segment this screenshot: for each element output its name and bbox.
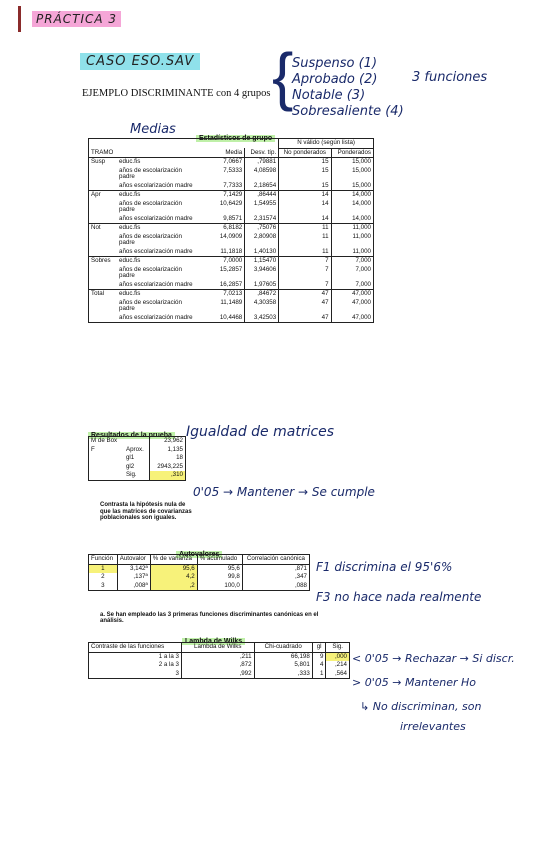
- value-cell: 14,000: [331, 200, 373, 215]
- value-cell: [201, 290, 215, 299]
- value-cell: 14,000: [331, 191, 373, 200]
- value-cell: 10,4468: [219, 313, 243, 321]
- wilks-cell: 1: [312, 670, 326, 679]
- variable-cell: años escolarización madre: [119, 313, 193, 321]
- variable-cell: años escolarización madre: [119, 280, 193, 288]
- variable-cell: educ.fis: [119, 158, 141, 165]
- value-cell: 3,94606: [245, 266, 279, 281]
- table-row: [89, 191, 374, 200]
- variable-cell: años de escolarización padre: [119, 265, 182, 279]
- eigen-cell: ,137ª: [117, 573, 150, 582]
- group-cell: Not: [89, 224, 118, 233]
- value-cell: 14: [279, 215, 331, 224]
- value-cell: 15,000: [331, 158, 373, 167]
- table-row: [89, 299, 374, 314]
- value-cell: 47: [279, 299, 331, 314]
- funciones-note: 3 funciones: [412, 70, 488, 85]
- group-cell: [89, 233, 118, 248]
- value-cell: 15,2857: [219, 265, 243, 273]
- value-cell: 4,08598: [245, 167, 279, 182]
- value-cell: [201, 200, 215, 215]
- group-cell: Sobres: [89, 257, 118, 266]
- eigen-table: Función Autovalor % de varianza % acumulado Correlación canónica 1 3,142ª 95,6 95,6 ,871 2 ,137ª 4,2 99,8 ,347 3 ,008ª ,2 100,0 ,088: [88, 554, 310, 591]
- table-row: [89, 266, 374, 281]
- value-cell: 7,0667: [223, 158, 243, 165]
- value-cell: 11: [279, 233, 331, 248]
- wilks-note-1: < 0'05 → Rechazar → Si discr.: [352, 652, 515, 665]
- table-row: [89, 582, 310, 591]
- value-cell: 15,000: [331, 182, 373, 191]
- box-cell: [89, 454, 124, 463]
- value-cell: 47: [279, 290, 331, 299]
- table-row: [89, 573, 310, 582]
- group-cell: [89, 299, 118, 314]
- variable-cell: años de escolarización padre: [119, 199, 182, 213]
- value-cell: 14: [279, 191, 331, 200]
- sig-note: 0'05 → Mantener → Se cumple: [193, 485, 375, 499]
- value-cell: 2,31574: [245, 215, 279, 224]
- value-cell: 15,000: [331, 167, 373, 182]
- value-cell: 6,8182: [215, 224, 245, 233]
- wilks-cell: ,992: [182, 670, 255, 679]
- wilks-cell: 2 a la 3: [158, 661, 179, 668]
- value-cell: ,75076: [245, 224, 279, 233]
- table-row: [89, 454, 186, 463]
- value-cell: 7,0213: [215, 290, 245, 299]
- eigen-cell: ,088: [242, 582, 309, 591]
- table-row: [89, 224, 374, 233]
- f1-note: F1 discrimina el 95'6%: [316, 560, 453, 574]
- value-cell: [201, 167, 215, 182]
- table-row: [89, 248, 374, 257]
- variable-cell: educ.fis: [117, 290, 201, 299]
- wilks-note-4: irrelevantes: [400, 720, 466, 733]
- box-cell: 2943,225: [150, 463, 186, 472]
- eigen-cell: 1: [89, 564, 118, 573]
- table-row: [89, 446, 186, 455]
- value-cell: 11: [279, 248, 331, 257]
- table-row: [89, 290, 374, 299]
- value-cell: ,86444: [245, 191, 279, 200]
- box-note: Igualdad de matrices: [186, 424, 335, 440]
- value-cell: [201, 314, 215, 323]
- box-cell: Sig.: [125, 471, 137, 478]
- practica-label: PRÁCTICA 3: [32, 10, 121, 28]
- wilks-cell: 4: [312, 661, 326, 670]
- box-footnote: Contrasta la hipótesis nula de que las matrices de covarianzas poblacionales son iguales.: [100, 502, 192, 522]
- wilks-table: Contraste de las funciones Lambda de Wilks Chi-cuadrado gl Sig. 1 a la 3 ,211 66,198 9 ,000 2 a la 3 ,872 5,801 4 ,214 3 ,992 ,333 1 ,564: [88, 642, 350, 679]
- value-cell: 11,000: [331, 233, 373, 248]
- value-cell: 1,15470: [245, 257, 279, 266]
- eigen-cell: ,871: [242, 564, 309, 573]
- brace: {: [272, 40, 294, 112]
- value-cell: [201, 215, 215, 224]
- variable-cell: educ.fis: [117, 191, 201, 200]
- box-cell: 1,135: [150, 446, 186, 455]
- variable-cell: educ.fis: [117, 257, 201, 266]
- box-cell: [89, 471, 124, 480]
- value-cell: 7,000: [331, 257, 373, 266]
- value-cell: [201, 248, 215, 257]
- value-cell: 15: [279, 182, 331, 191]
- table-row: [89, 661, 350, 670]
- box-cell: F: [91, 445, 95, 453]
- value-cell: 10,6429: [219, 199, 243, 207]
- value-cell: [201, 191, 215, 200]
- eigen-cell: 4,2: [150, 573, 197, 582]
- group-cell: Apr: [89, 191, 118, 200]
- box-cell: [89, 463, 124, 472]
- table-row: [89, 437, 186, 446]
- table-row: [89, 167, 374, 182]
- variable-cell: años escolarización madre: [119, 214, 193, 222]
- group-cell: [89, 314, 118, 323]
- f3-note: F3 no hace nada realmente: [316, 590, 482, 604]
- caso-label: CASO ESO.SAV: [80, 52, 200, 70]
- table-row: [89, 200, 374, 215]
- group-cell: [89, 215, 118, 224]
- value-cell: [201, 257, 215, 266]
- group-cell: [89, 200, 118, 215]
- group-cell: [89, 248, 118, 257]
- box-cell: gl2: [125, 462, 135, 470]
- group-cell: [89, 182, 118, 191]
- eigen-title: Autovalores: [176, 543, 222, 561]
- wilks-cell: ,214: [326, 661, 350, 670]
- table-row: [89, 564, 310, 573]
- variable-cell: años de escolarización padre: [119, 232, 182, 246]
- value-cell: 9,8571: [223, 214, 243, 222]
- value-cell: 1,97605: [245, 281, 279, 290]
- value-cell: 7: [279, 281, 331, 290]
- variable-cell: educ.fis: [117, 224, 201, 233]
- value-cell: 7,5333: [223, 166, 243, 174]
- eigen-footnote: a. Se han empleado las 3 primeras funciones discriminantes canónicas en el análisis.: [100, 612, 319, 624]
- value-cell: 47,000: [331, 314, 373, 323]
- wilks-cell: ,333: [254, 670, 312, 679]
- value-cell: [201, 266, 215, 281]
- margin-bar: [18, 6, 21, 32]
- box-cell: 18: [150, 454, 186, 463]
- box-cell: M de Box: [91, 437, 118, 444]
- value-cell: 14,000: [331, 215, 373, 224]
- value-cell: 7,1429: [215, 191, 245, 200]
- variable-cell: años de escolarización padre: [119, 166, 182, 180]
- box-cell: ,310: [150, 471, 186, 480]
- table-row: [89, 670, 350, 679]
- table-row: [89, 281, 374, 290]
- value-cell: 7,000: [331, 281, 373, 290]
- value-cell: [201, 233, 215, 248]
- group-cell: [89, 281, 118, 290]
- value-cell: ,79881: [245, 158, 279, 167]
- wilks-cell: ,000: [326, 652, 350, 661]
- medias-note: Medias: [130, 122, 176, 137]
- group-cell: [89, 266, 118, 281]
- eigen-cell: 100,0: [197, 582, 242, 591]
- value-cell: 1,54955: [245, 200, 279, 215]
- table-row: [89, 463, 186, 472]
- value-cell: 1,40130: [245, 248, 279, 257]
- eigen-cell: 99,8: [197, 573, 242, 582]
- value-cell: 3,42503: [245, 314, 279, 323]
- wilks-cell: ,872: [182, 661, 255, 670]
- box-table: [88, 436, 186, 481]
- variable-cell: años escolarización madre: [119, 181, 193, 189]
- eigen-cell: 95,6: [150, 564, 197, 573]
- value-cell: [201, 158, 215, 167]
- value-cell: [201, 299, 215, 314]
- value-cell: 11,000: [331, 248, 373, 257]
- box-cell: gl1: [125, 454, 135, 461]
- grp-stats-title: Estadísticos de grupo: [196, 127, 275, 145]
- group-cell: Susp: [91, 158, 106, 165]
- variable-cell: años de escolarización padre: [119, 298, 182, 312]
- value-cell: ,84672: [245, 290, 279, 299]
- table-row: [89, 215, 374, 224]
- eigen-cell: 95,6: [197, 564, 242, 573]
- table-row: [89, 314, 374, 323]
- table-row: [89, 652, 350, 661]
- value-cell: [201, 281, 215, 290]
- grp-stats-table: N válido (según lista) TRAMO Media Desv. típ. No ponderados Ponderados Susp educ.fis 7,0667 ,79881 15 15,000 años de escolarización padre 7,5333 4,08598 15 15,000 años escolarización madre 7,7333 2,18654 15 15,000 Apr educ.fis 7,1429 ,86444 14 14,000 años de escolarización padre 10,6429 1,54955 14 14,000 años escolarización madre 9,8571 2,31574 14 14,000 Not educ.fis 6,8182 ,75076 11 11,000 años de escolarización padre 14,0909 2,80908 11 11,000 años escolarización madre 11,1818 1,40130 11 11,000 Sobres educ.fis 7,0000 1,15470 7 7,000 años de escolarización padre 15,2857 3,94606 7 7,000 años escolarización madre 16,2857 1,97605 7 7,000 Total educ.fis 7,0213 ,84672 47 47,000 años de escolarización padre 11,1489 4,30358 47 47,000 años escolarización madre 10,4468 3,42503 47 47,000: [88, 138, 374, 323]
- wilks-cell: 66,198: [254, 652, 312, 661]
- box-cell: [124, 437, 150, 446]
- wilks-cell: 9: [312, 652, 326, 661]
- value-cell: 15: [279, 167, 331, 182]
- value-cell: 7: [279, 257, 331, 266]
- value-cell: 11,1818: [220, 247, 243, 255]
- eigen-cell: 3,142ª: [117, 564, 150, 573]
- wilks-cell: ,211: [182, 652, 255, 661]
- value-cell: [201, 224, 215, 233]
- value-cell: 11: [279, 224, 331, 233]
- table-row: [89, 158, 374, 167]
- group-cell: Total: [89, 290, 118, 299]
- eigen-cell: ,347: [242, 573, 309, 582]
- table-row: [89, 233, 374, 248]
- table-row: [89, 471, 186, 480]
- wilks-cell: 1 a la 3: [158, 652, 179, 660]
- box-title: Resultados de la prueba: [88, 424, 175, 442]
- group-list: Suspenso (1) Aprobado (2) Notable (3) Sobresaliente (4): [292, 56, 404, 119]
- variable-cell: años escolarización madre: [119, 247, 193, 255]
- eigen-cell: 2: [101, 573, 105, 580]
- wilks-note-2: > 0'05 → Mantener Ho: [352, 676, 476, 689]
- value-cell: 47,000: [331, 299, 373, 314]
- value-cell: 15: [279, 158, 331, 167]
- value-cell: 7,7333: [223, 181, 243, 189]
- value-cell: 7: [279, 266, 331, 281]
- eigen-cell: ,008ª: [117, 582, 150, 591]
- eigen-cell: ,2: [150, 582, 197, 591]
- value-cell: 47: [279, 314, 331, 323]
- value-cell: 2,80908: [245, 233, 279, 248]
- group-cell: [89, 167, 118, 182]
- value-cell: 2,18654: [245, 182, 279, 191]
- box-cell: Aprox.: [125, 445, 144, 453]
- table-row: [89, 257, 374, 266]
- value-cell: 11,000: [331, 224, 373, 233]
- wilks-note-3: ↳ No discriminan, son: [360, 700, 482, 713]
- value-cell: 16,2857: [219, 280, 243, 288]
- value-cell: 47,000: [331, 290, 373, 299]
- value-cell: [201, 182, 215, 191]
- value-cell: 7,0000: [215, 257, 245, 266]
- value-cell: 4,30358: [245, 299, 279, 314]
- value-cell: 14: [279, 200, 331, 215]
- subtitle: EJEMPLO DISCRIMINANTE con 4 grupos: [82, 88, 271, 99]
- eigen-cell: 3: [101, 581, 105, 589]
- wilks-cell: ,564: [326, 670, 350, 679]
- wilks-cell: 5,801: [254, 661, 312, 670]
- value-cell: 14,0909: [219, 232, 243, 240]
- box-cell: 23,962: [150, 437, 186, 446]
- value-cell: 11,1489: [220, 298, 243, 306]
- table-row: [89, 182, 374, 191]
- value-cell: 7,000: [331, 266, 373, 281]
- wilks-title: Lambda de Wilks: [182, 630, 245, 648]
- wilks-cell: 3: [175, 669, 179, 677]
